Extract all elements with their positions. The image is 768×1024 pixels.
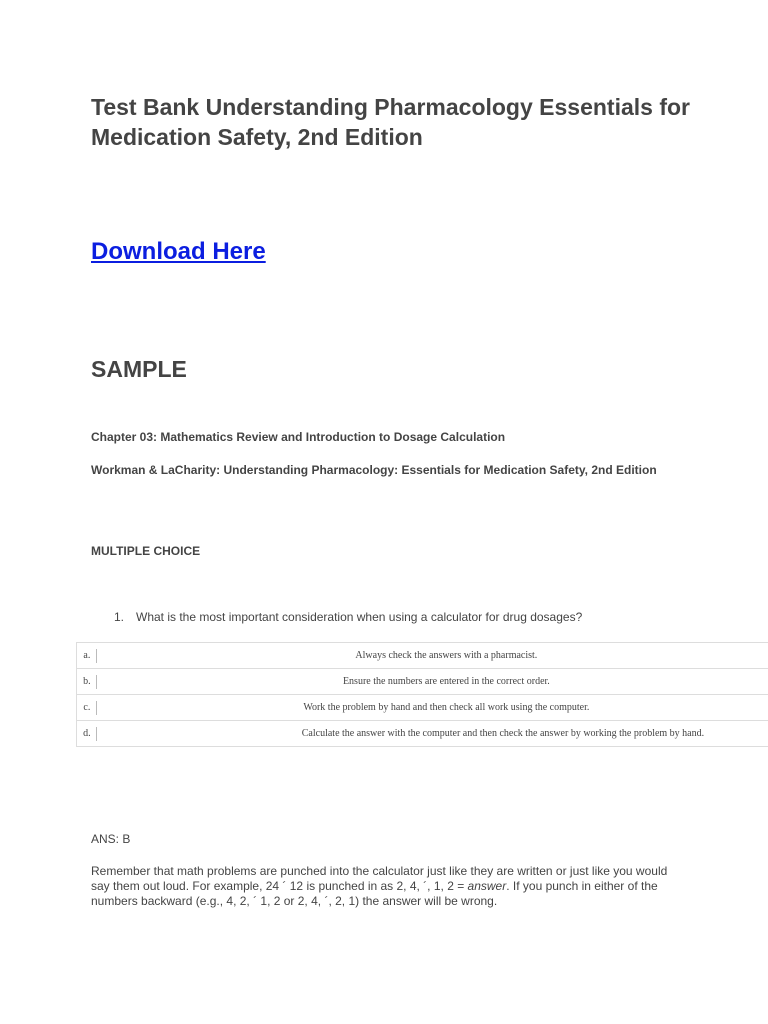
option-text: Ensure the numbers are entered in the correct order.: [97, 669, 768, 695]
chapter-heading: Chapter 03: Mathematics Review and Introduction to Dosage Calculation: [91, 430, 506, 444]
option-row: [77, 643, 768, 669]
download-link[interactable]: Download Here: [91, 238, 266, 265]
option-letter: b.: [77, 669, 97, 695]
sample-heading: SAMPLE: [91, 356, 187, 382]
option-text: Work the problem by hand and then check all work using the computer.: [97, 695, 768, 721]
option-row: [77, 695, 768, 721]
option-letter: d.: [77, 721, 97, 747]
book-reference: Workman & LaCharity: Understanding Pharmacology: Essentials for Medication Safety, 2nd Edition: [91, 463, 657, 477]
option-row: [77, 721, 768, 747]
question-1: [114, 610, 582, 625]
option-row: [77, 669, 768, 695]
option-text: Calculate the answer with the computer and then check the answer by working the problem by hand.: [97, 721, 768, 747]
option-text: Always check the answers with a pharmacist.: [97, 643, 768, 669]
section-heading: MULTIPLE CHOICE: [91, 544, 201, 558]
rationale-emphasis: answer: [467, 879, 507, 893]
document-title: Test Bank Understanding Pharmacology Essentials for Medication Safety, 2nd Edition: [91, 94, 690, 150]
rationale-paragraph: [91, 864, 671, 909]
answer-key: ANS: B: [91, 832, 131, 846]
question-number: 1.: [114, 610, 125, 624]
question-text: What is the most important consideration when using a calculator for drug dosages?: [136, 610, 583, 624]
rationale-text-start: Remember that math problems are punched into the calculator just like they are written or just like you would say them out loud. For example, 24 ´ 12 is punched in as 2, 4, ´, 1, 2 =: [91, 864, 668, 893]
answer-options-table: [76, 642, 768, 747]
option-letter: a.: [77, 643, 97, 669]
rationale-text-end: . If you punch in either of the numbers backward (e.g., 4, 2, ´ 1, 2 or 2, 4, ´, 2, 1) the answer will be wrong.: [91, 879, 658, 908]
option-letter: c.: [77, 695, 97, 721]
